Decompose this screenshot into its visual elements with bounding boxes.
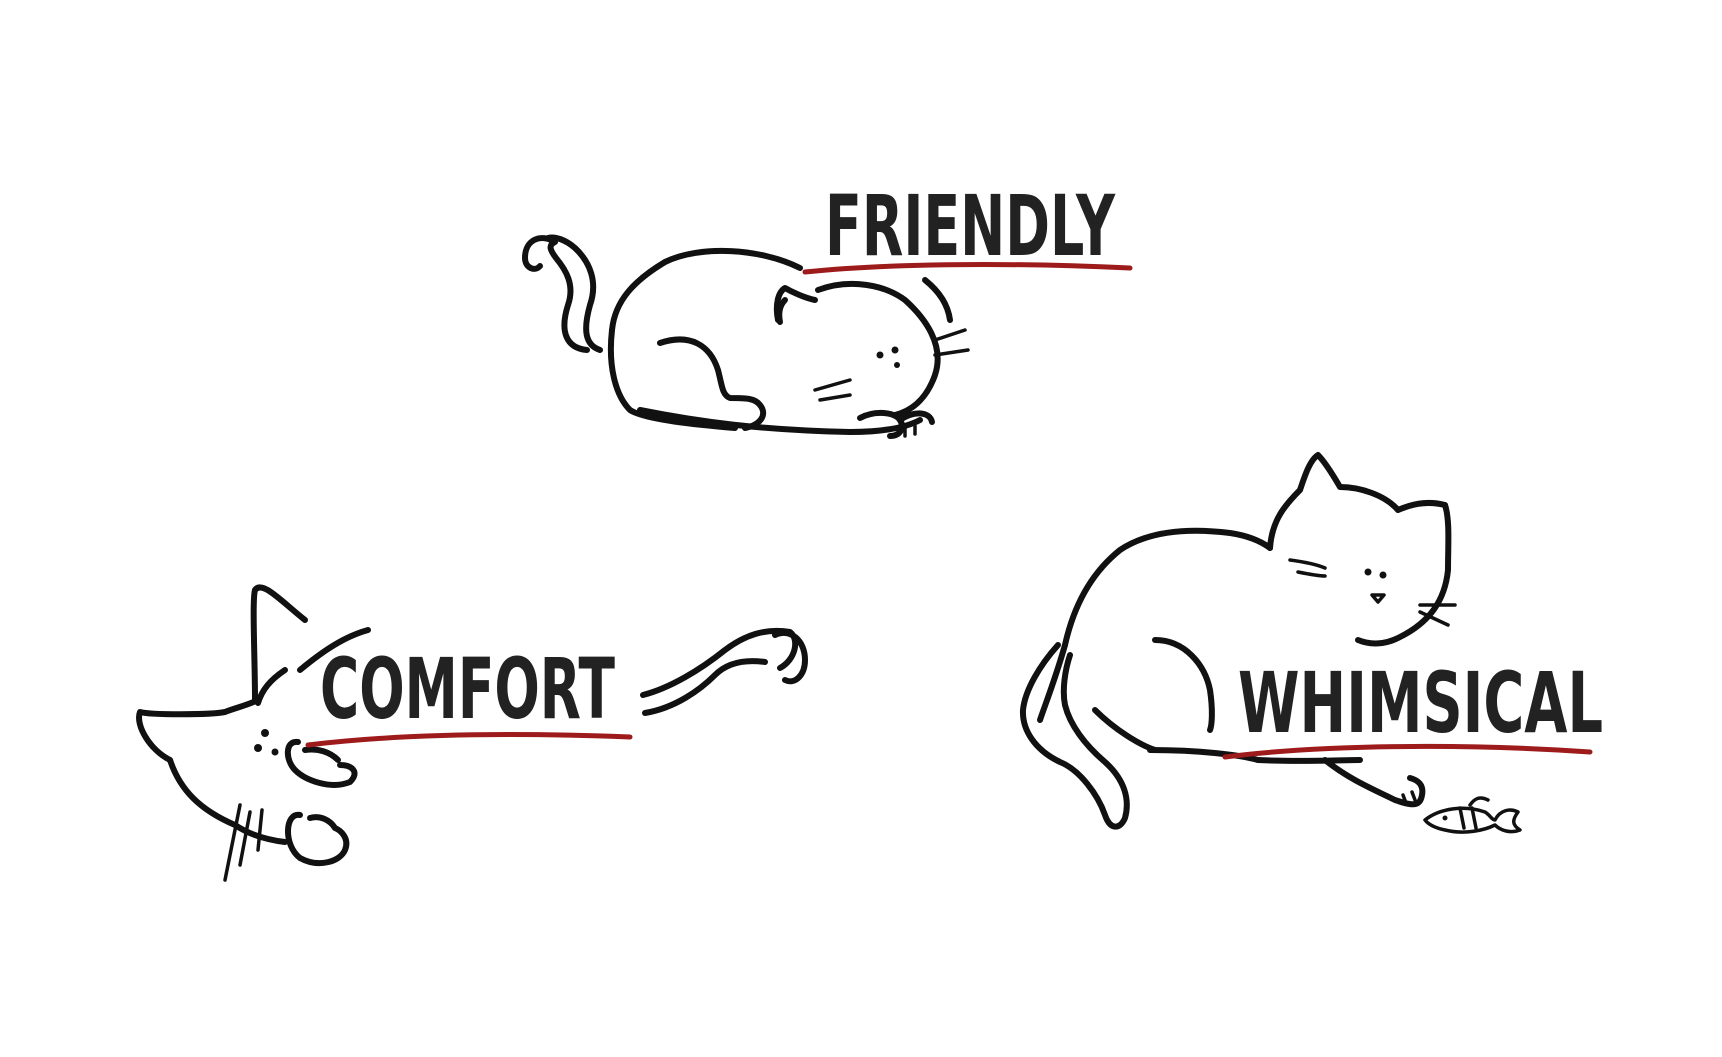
friendly-text: FRIENDLY xyxy=(825,177,1116,275)
friendly-label xyxy=(805,177,1130,275)
comfort-label xyxy=(308,640,630,745)
whimsical-label xyxy=(1225,654,1603,757)
resting-cat-illustration xyxy=(1023,455,1520,832)
whimsical-text: WHIMSICAL xyxy=(1238,654,1603,752)
fish-toy-icon xyxy=(1425,798,1520,832)
comfort-text: COMFORT xyxy=(320,640,615,738)
